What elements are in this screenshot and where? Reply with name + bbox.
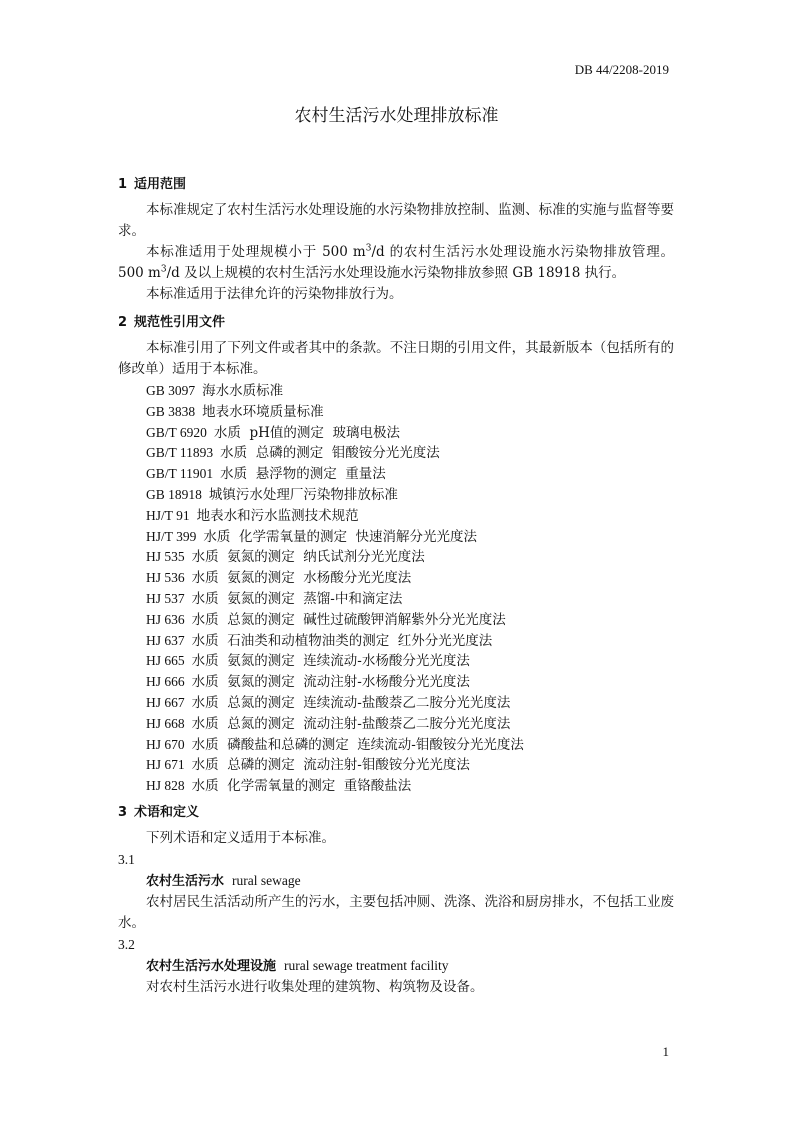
term-name-zh: 农村生活污水处理设施 xyxy=(146,958,277,974)
reference-code: HJ 667 xyxy=(146,694,185,710)
reference-title: 水质 氨氮的测定 流动注射-水杨酸分光光度法 xyxy=(191,674,470,691)
reference-title: 城镇污水处理厂污染物排放标准 xyxy=(208,486,398,503)
reference-code: HJ 636 xyxy=(146,611,185,627)
page-title: 农村生活污水处理排放标准 xyxy=(294,106,499,126)
section-number: 1 xyxy=(118,177,128,192)
reference-code: HJ 666 xyxy=(146,674,185,690)
reference-item xyxy=(118,609,674,630)
page-number: 1 xyxy=(662,1044,669,1059)
reference-code: GB/T 11893 xyxy=(146,445,214,461)
reference-title: 水质 总氮的测定 连续流动-盐酸萘乙二胺分光光度法 xyxy=(191,694,511,711)
reference-item xyxy=(118,734,674,755)
section-title: 术语和定义 xyxy=(134,804,200,820)
reference-item xyxy=(118,463,674,484)
reference-title: 水质 氨氮的测定 纳氏试剂分光光度法 xyxy=(191,549,425,566)
term-number: 3.1 xyxy=(118,851,135,867)
paragraph: 本标准引用了下列文件或者其中的条款。不注日期的引用文件，其最新版本（包括所有的修改单）适用于本标准。 xyxy=(118,340,674,377)
reference-item xyxy=(118,713,674,734)
paragraph: 本标准适用于法律允许的污染物排放行为。 xyxy=(146,286,403,302)
reference-title: 水质 总磷的测定 钼酸铵分光光度法 xyxy=(220,445,440,462)
reference-code: HJ 668 xyxy=(146,715,185,731)
reference-item xyxy=(118,526,674,547)
term-name-zh: 农村生活污水 xyxy=(146,873,225,889)
reference-item xyxy=(118,588,674,609)
reference-item xyxy=(118,422,674,443)
term-definition: 对农村生活污水进行收集处理的建筑物、构筑物及设备。 xyxy=(146,978,484,995)
reference-item xyxy=(118,546,674,567)
paragraph: 本标准规定了农村生活污水处理设施的水污染物排放控制、监测、标准的实施与监督等要求。 xyxy=(118,202,674,239)
superscript: 3 xyxy=(160,264,167,275)
term-number: 3.2 xyxy=(118,936,135,952)
term-name-en: rural sewage treatment facility xyxy=(284,957,449,973)
term-definition: 农村居民生活活动所产生的污水，主要包括冲厕、洗涤、洗浴和厨房排水，不包括工业废水。 xyxy=(118,893,674,931)
reference-code: HJ 535 xyxy=(146,549,185,565)
reference-item xyxy=(118,630,674,651)
reference-list xyxy=(118,380,674,796)
reference-code: HJ/T 91 xyxy=(146,507,190,523)
reference-title: 水质 总氮的测定 碱性过硫酸钾消解紫外分光光度法 xyxy=(191,611,506,628)
reference-title: 海水水质标准 xyxy=(202,383,284,399)
reference-item xyxy=(118,484,674,505)
reference-code: GB/T 11901 xyxy=(146,466,214,482)
reference-code: HJ 537 xyxy=(146,590,185,606)
reference-item xyxy=(118,775,674,796)
reference-title: 水质 总氮的测定 流动注射-盐酸萘乙二胺分光光度法 xyxy=(191,715,511,732)
reference-title: 水质 总磷的测定 流动注射-钼酸铵分光光度法 xyxy=(191,757,470,774)
term-name-en: rural sewage xyxy=(232,872,301,888)
paragraph xyxy=(118,242,674,284)
section-number: 3 xyxy=(118,804,128,820)
document-body xyxy=(118,170,674,998)
reference-title: 水质 氨氮的测定 水杨酸分光光度法 xyxy=(191,570,412,587)
reference-item xyxy=(118,380,674,401)
reference-code: HJ/T 399 xyxy=(146,528,197,544)
section-title: 规范性引用文件 xyxy=(134,315,226,330)
reference-code: GB 3097 xyxy=(146,383,196,398)
reference-title: 水质 化学需氧量的测定 快速消解分光光度法 xyxy=(203,528,478,545)
reference-item xyxy=(118,671,674,692)
superscript: 3 xyxy=(365,243,372,254)
reference-item xyxy=(118,401,674,422)
section-heading-2 xyxy=(118,312,674,333)
term-name xyxy=(118,955,674,977)
reference-item xyxy=(118,650,674,671)
reference-title: 水质 化学需氧量的测定 重铬酸盐法 xyxy=(191,778,412,795)
reference-title: 水质 悬浮物的测定 重量法 xyxy=(220,466,386,483)
section-heading-1 xyxy=(118,174,674,195)
section-heading-3 xyxy=(118,802,674,823)
reference-item xyxy=(118,442,674,463)
reference-code: GB 18918 xyxy=(146,486,202,502)
reference-title: 水质 pH值的测定 玻璃电极法 xyxy=(213,424,400,441)
document-number: DB 44/2208-2019 xyxy=(574,62,669,77)
text-run: 本标准适用于处理规模小于 500 m xyxy=(146,244,366,260)
reference-code: HJ 671 xyxy=(146,757,185,773)
reference-code: GB 3838 xyxy=(146,403,196,419)
paragraph: 下列术语和定义适用于本标准。 xyxy=(146,829,335,846)
reference-code: HJ 665 xyxy=(146,653,185,669)
reference-title: 水质 氨氮的测定 蒸馏-中和滴定法 xyxy=(191,590,403,607)
text-run: /d 及以上规模的农村生活污水处理设施水污染物排放参照 GB 18918 执行。 xyxy=(166,265,626,281)
reference-code: HJ 670 xyxy=(146,736,185,752)
reference-code: HJ 637 xyxy=(146,632,185,648)
reference-title: 水质 氨氮的测定 连续流动-水杨酸分光光度法 xyxy=(191,653,470,670)
reference-title: 地表水环境质量标准 xyxy=(202,403,324,420)
text-run: /d 的农村生活污水处理设施水污染物排放管理。500 m xyxy=(118,244,674,281)
reference-title: 水质 磷酸盐和总磷的测定 连续流动-钼酸铵分光光度法 xyxy=(191,736,524,753)
reference-item xyxy=(118,567,674,588)
reference-item xyxy=(118,692,674,713)
reference-title: 水质 石油类和动植物油类的测定 红外分光光度法 xyxy=(191,632,493,649)
reference-code: HJ 536 xyxy=(146,570,185,586)
section-number: 2 xyxy=(118,315,128,330)
reference-code: GB/T 6920 xyxy=(146,424,207,440)
reference-title: 地表水和污水监测技术规范 xyxy=(196,507,359,524)
reference-item xyxy=(118,754,674,775)
term-name xyxy=(118,870,674,892)
reference-code: HJ 828 xyxy=(146,778,185,794)
reference-item xyxy=(118,505,674,526)
section-title: 适用范围 xyxy=(134,177,187,192)
